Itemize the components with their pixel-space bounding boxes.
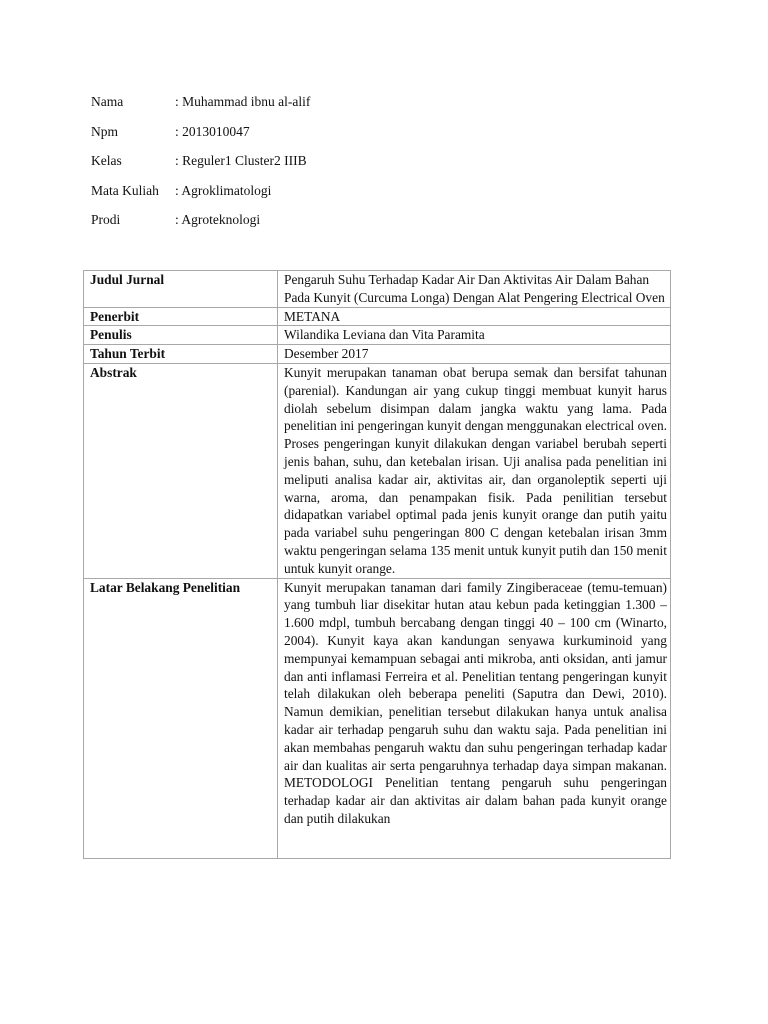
- table-row-penulis: [84, 326, 671, 345]
- student-info: [91, 93, 310, 241]
- row-value: Desember 2017: [278, 345, 671, 364]
- row-value-cell: [278, 578, 671, 858]
- row-label: Tahun Terbit: [84, 345, 278, 364]
- info-row-nama: [91, 93, 310, 123]
- row-label: Latar Belakang Penelitian: [84, 578, 278, 858]
- info-row-prodi: [91, 211, 310, 241]
- info-label: Kelas: [91, 153, 122, 168]
- table-row-abstrak: [84, 363, 671, 578]
- row-value: Kunyit merupakan tanaman dari family Zingiberaceae (temu-temuan) yang tumbuh liar disekitar hutan atau kebun pada ketinggian 1.300 – 1.600 mdpl, tumbuh bercabang dengan tinggi 40 – 100 cm (Winarto, 2004). Kunyit kaya akan kandungan senyawa kurkuminoid yang mempunyai kemampuan sebagai anti mikroba, anti oksidan, anti jamur dan anti inflamasi Ferreira et al. Penelitian tentang pengeringan kunyit telah dilakukan oleh beberapa peneliti (Saputra dan Dewi, 2010). Namun demikian, penelitian tersebut dilakukan hanya untuk analisa kadar air terhadap pengaruh suhu dan waktu saja. Pada penelitian ini akan membahas pengaruh waktu dan suhu pengeringan terhadap kadar air dan kualitas air serta pengaruhnya terhadap daya simpan makanan. METODOLOGI Penelitian tentang pengaruh suhu pengeringan terhadap kadar air dan aktivitas air dalam bahan pada kunyit orange dan putih dilakukan: [284, 579, 667, 826]
- info-value: : Muhammad ibnu al-alif: [175, 94, 311, 109]
- info-row-npm: [91, 123, 310, 153]
- row-value: METANA: [278, 307, 671, 326]
- row-value: Wilandika Leviana dan Vita Paramita: [278, 326, 671, 345]
- row-label: Judul Jurnal: [84, 271, 278, 308]
- table-row-tahun: [84, 345, 671, 364]
- info-value: : 2013010047: [175, 123, 250, 139]
- info-label: Npm: [91, 123, 118, 139]
- journal-table: [83, 270, 671, 859]
- row-value: Pengaruh Suhu Terhadap Kadar Air Dan Aktivitas Air Dalam Bahan Pada Kunyit (Curcuma Longa) Dengan Alat Pengering Electrical Oven: [278, 271, 671, 308]
- info-label: Mata Kuliah: [91, 182, 159, 198]
- row-label: Abstrak: [84, 363, 278, 578]
- info-label: Prodi: [91, 212, 121, 227]
- info-row-mata-kuliah: [91, 182, 310, 212]
- table-row-latar: [84, 578, 671, 858]
- info-row-kelas: [91, 152, 310, 182]
- info-value: : Reguler1 Cluster2 IIIB: [175, 153, 307, 168]
- row-label: Penulis: [84, 326, 278, 345]
- info-label: Nama: [91, 94, 124, 109]
- row-value: Kunyit merupakan tanaman obat berupa semak dan bersifat tahunan (parenial). Kandungan air yang cukup tinggi membuat kunyit harus diolah sebelum disimpan dalam jangka waktu yang lama. Pada penelitian ini pengeringan kunyit dengan menggunakan electrical oven. Proses pengeringan kunyit dilakukan dengan variabel berubah seperti jenis bahan, suhu, dan ketebalan irisan. Uji analisa pada penelitian ini meliputi analisa kadar air, aktivitas air, dan organoleptik seperti uji warna, aroma, dan penampakan fisik. Pada penilitian tersebut didapatkan variabel optimal pada jenis kunyit orange dan putih yaitu pada variabel suhu pengeringan 800 C dengan ketebalan irisan 3mm waktu pengeringan selama 135 menit untuk kunyit putih dan 150 menit untuk kunyit orange.: [278, 363, 671, 578]
- table-row-penerbit: [84, 307, 671, 326]
- info-value: : Agroteknologi: [175, 212, 261, 227]
- info-value: : Agroklimatologi: [175, 182, 272, 198]
- row-label: Penerbit: [84, 307, 278, 326]
- table-row-judul: [84, 271, 671, 308]
